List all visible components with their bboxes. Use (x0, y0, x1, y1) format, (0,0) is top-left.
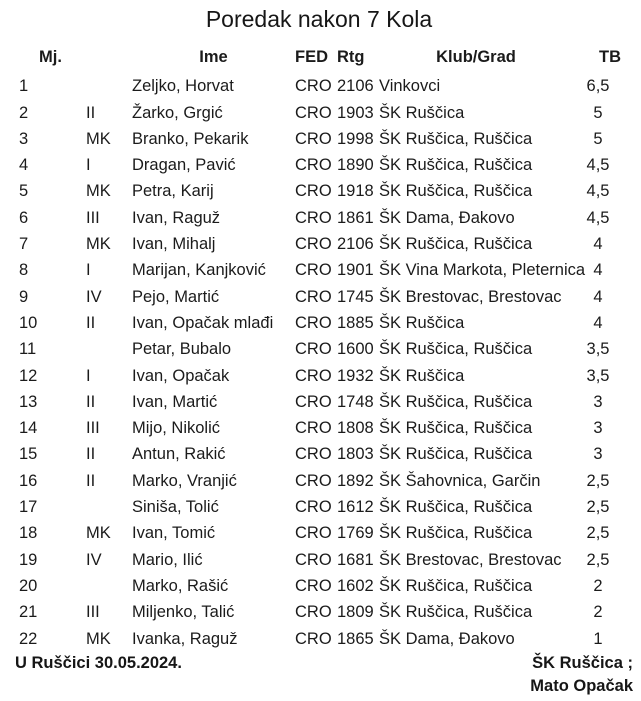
name-cell: Antun, Rakić (132, 445, 226, 464)
table-row (15, 152, 623, 178)
table-row (15, 626, 623, 652)
fed-cell: CRO (295, 498, 332, 517)
fed-cell: CRO (295, 261, 332, 280)
place-cell: 3 (19, 129, 29, 148)
club-cell: ŠK Ruščica, Ruščica (379, 235, 533, 254)
category-cell: II (86, 103, 96, 122)
club-cell: ŠK Ruščica, Ruščica (379, 603, 533, 622)
header-rating: Rtg (337, 48, 365, 66)
place-cell: 6 (19, 208, 29, 227)
category-cell: III (86, 208, 100, 227)
rating-cell: 1865 (337, 629, 374, 648)
tb-cell: 3 (593, 392, 603, 411)
name-cell: Siniša, Tolić (132, 498, 219, 517)
category-cell: IV (86, 550, 102, 569)
header-name: Ime (199, 48, 228, 66)
table-row (15, 494, 623, 520)
name-cell: Miljenko, Talić (132, 603, 235, 622)
category-cell: III (86, 603, 100, 622)
fed-cell: CRO (295, 235, 332, 254)
rating-cell: 1602 (337, 576, 374, 595)
club-cell: ŠK Ruščica, Ruščica (379, 129, 533, 148)
category-cell: IV (86, 287, 102, 306)
fed-cell: CRO (295, 340, 332, 359)
fed-cell: CRO (295, 287, 332, 306)
table-header-row (15, 44, 623, 73)
place-cell: 8 (19, 261, 29, 280)
name-cell: Marijan, Kanjković (132, 261, 266, 280)
category-cell: II (86, 392, 96, 411)
place-cell: 10 (19, 313, 38, 332)
club-cell: ŠK Dama, Đakovo (379, 629, 515, 648)
name-cell: Mario, Ilić (132, 550, 203, 569)
place-cell: 16 (19, 471, 38, 490)
place-cell: 20 (19, 576, 38, 595)
header-place: Mj. (39, 48, 62, 66)
club-cell: ŠK Vina Markota, Pleternica (379, 261, 586, 280)
rating-cell: 1803 (337, 445, 374, 464)
place-cell: 21 (19, 603, 38, 622)
table-row (15, 573, 623, 599)
table-row (15, 257, 623, 283)
rating-cell: 1885 (337, 313, 374, 332)
table-row (15, 363, 623, 389)
tb-cell: 1 (593, 629, 603, 648)
rating-cell: 1748 (337, 392, 374, 411)
rating-cell: 1998 (337, 129, 374, 148)
footer-place-date: U Ruščici 30.05.2024. (15, 653, 182, 672)
tb-cell: 2 (593, 603, 603, 622)
tb-cell: 4 (593, 261, 603, 280)
category-cell (86, 73, 132, 99)
category-cell: I (86, 261, 91, 280)
place-cell: 1 (19, 77, 29, 96)
fed-cell: CRO (295, 129, 332, 148)
table-row (15, 178, 623, 204)
club-cell: ŠK Šahovnica, Garčin (379, 471, 541, 490)
name-cell: Žarko, Grgić (132, 103, 223, 122)
category-cell (86, 573, 132, 599)
name-cell: Petar, Bubalo (132, 340, 232, 359)
rating-cell: 1890 (337, 156, 374, 175)
place-cell: 4 (19, 156, 29, 175)
fed-cell: CRO (295, 77, 332, 96)
rating-cell: 1745 (337, 287, 374, 306)
name-cell: Ivan, Martić (132, 392, 218, 411)
tb-cell: 4 (593, 313, 603, 332)
club-cell: ŠK Ruščica, Ruščica (379, 576, 533, 595)
place-cell: 7 (19, 235, 29, 254)
tb-cell: 2,5 (586, 498, 610, 517)
table-row (15, 599, 623, 625)
name-cell: Dragan, Pavić (132, 156, 236, 175)
fed-cell: CRO (295, 156, 332, 175)
name-cell: Branko, Pekarik (132, 129, 249, 148)
category-cell: MK (86, 524, 111, 543)
page-title: Poredak nakon 7 Kola (205, 6, 433, 32)
tb-cell: 4,5 (586, 208, 610, 227)
place-cell: 12 (19, 366, 38, 385)
club-cell: ŠK Ruščica, Ruščica (379, 445, 533, 464)
name-cell: Marko, Rašić (132, 576, 229, 595)
table-row (15, 100, 623, 126)
tb-cell: 2 (593, 576, 603, 595)
tb-cell: 2,5 (586, 471, 610, 490)
category-cell: II (86, 313, 96, 332)
category-cell: III (86, 419, 100, 438)
rating-cell: 1932 (337, 366, 374, 385)
table-row (15, 389, 623, 415)
rating-cell: 1808 (337, 419, 374, 438)
rating-cell: 1600 (337, 340, 374, 359)
table-row (15, 468, 623, 494)
name-cell: Ivan, Raguž (132, 208, 221, 227)
rating-cell: 1809 (337, 603, 374, 622)
tb-cell: 4,5 (586, 156, 610, 175)
tb-cell: 6,5 (586, 77, 610, 96)
club-cell: ŠK Ruščica (379, 103, 465, 122)
club-cell: ŠK Ruščica, Ruščica (379, 419, 533, 438)
rating-cell: 2106 (337, 77, 374, 96)
category-cell: II (86, 445, 96, 464)
rating-cell: 1769 (337, 524, 374, 543)
rating-cell: 1861 (337, 208, 374, 227)
fed-cell: CRO (295, 182, 332, 201)
footer-club: ŠK Ruščica ; (532, 653, 633, 672)
category-cell (86, 494, 132, 520)
name-cell: Marko, Vranjić (132, 471, 237, 490)
tb-cell: 4 (593, 287, 603, 306)
club-cell: ŠK Dama, Đakovo (379, 208, 515, 227)
name-cell: Ivan, Opačak mlađi (132, 313, 274, 332)
name-cell: Zeljko, Horvat (132, 77, 234, 96)
category-cell: I (86, 156, 91, 175)
club-cell: ŠK Brestovac, Brestovac (379, 550, 562, 569)
header-club: Klub/Grad (436, 48, 516, 66)
name-cell: Ivanka, Raguž (132, 629, 238, 648)
place-cell: 11 (19, 340, 37, 359)
name-cell: Mijo, Nikolić (132, 419, 221, 438)
footer (15, 652, 633, 698)
table-row (15, 284, 623, 310)
fed-cell: CRO (295, 603, 332, 622)
table-row (15, 310, 623, 336)
tb-cell: 4,5 (586, 182, 610, 201)
place-cell: 22 (19, 629, 38, 648)
name-cell: Ivan, Mihalj (132, 235, 216, 254)
fed-cell: CRO (295, 576, 332, 595)
club-cell: Vinkovci (379, 77, 441, 96)
header-category (86, 44, 132, 73)
club-cell: ŠK Brestovac, Brestovac (379, 287, 562, 306)
table-row (15, 205, 623, 231)
club-cell: ŠK Ruščica, Ruščica (379, 340, 533, 359)
fed-cell: CRO (295, 392, 332, 411)
tb-cell: 2,5 (586, 550, 610, 569)
footer-signature: Mato Opačak (530, 676, 633, 695)
table-row (15, 520, 623, 546)
category-cell: MK (86, 235, 111, 254)
table-row (15, 231, 623, 257)
place-cell: 17 (19, 498, 38, 517)
rating-cell: 1681 (337, 550, 374, 569)
tb-cell: 3,5 (586, 340, 610, 359)
club-cell: ŠK Ruščica, Ruščica (379, 392, 533, 411)
category-cell: MK (86, 182, 111, 201)
tb-cell: 3 (593, 419, 603, 438)
rating-cell: 1901 (337, 261, 374, 280)
footer-signature-block (530, 652, 633, 698)
fed-cell: CRO (295, 445, 332, 464)
name-cell: Ivan, Opačak (132, 366, 230, 385)
place-cell: 2 (19, 103, 29, 122)
club-cell: ŠK Ruščica, Ruščica (379, 524, 533, 543)
rating-cell: 2106 (337, 235, 374, 254)
name-cell: Petra, Karij (132, 182, 214, 201)
header-fed: FED (295, 48, 328, 66)
tb-cell: 2,5 (586, 524, 610, 543)
place-cell: 19 (19, 550, 38, 569)
fed-cell: CRO (295, 313, 332, 332)
table-row (15, 415, 623, 441)
place-cell: 15 (19, 445, 38, 464)
rating-cell: 1918 (337, 182, 374, 201)
header-tb: TB (599, 48, 621, 66)
category-cell: MK (86, 129, 111, 148)
tb-cell: 4 (593, 235, 603, 254)
fed-cell: CRO (295, 471, 332, 490)
name-cell: Pejo, Martić (132, 287, 220, 306)
table-row (15, 73, 623, 99)
table-row (15, 547, 623, 573)
rating-cell: 1612 (337, 498, 374, 517)
name-cell: Ivan, Tomić (132, 524, 216, 543)
table-row (15, 126, 623, 152)
club-cell: ŠK Ruščica (379, 313, 465, 332)
rating-cell: 1903 (337, 103, 374, 122)
category-cell: MK (86, 629, 111, 648)
club-cell: ŠK Ruščica, Ruščica (379, 498, 533, 517)
club-cell: ŠK Ruščica, Ruščica (379, 156, 533, 175)
fed-cell: CRO (295, 550, 332, 569)
fed-cell: CRO (295, 103, 332, 122)
place-cell: 5 (19, 182, 29, 201)
table-row (15, 441, 623, 467)
tb-cell: 3 (593, 445, 603, 464)
fed-cell: CRO (295, 629, 332, 648)
place-cell: 9 (19, 287, 29, 306)
fed-cell: CRO (295, 419, 332, 438)
category-cell: I (86, 366, 91, 385)
fed-cell: CRO (295, 524, 332, 543)
standings-table (15, 44, 623, 652)
tb-cell: 5 (593, 129, 603, 148)
place-cell: 14 (19, 419, 38, 438)
category-cell: II (86, 471, 96, 490)
tb-cell: 3,5 (586, 366, 610, 385)
table-row (15, 336, 623, 362)
club-cell: ŠK Ruščica (379, 366, 465, 385)
place-cell: 13 (19, 392, 38, 411)
fed-cell: CRO (295, 208, 332, 227)
tb-cell: 5 (593, 103, 603, 122)
place-cell: 18 (19, 524, 38, 543)
fed-cell: CRO (295, 366, 332, 385)
category-cell (86, 336, 132, 362)
rating-cell: 1892 (337, 471, 374, 490)
club-cell: ŠK Ruščica, Ruščica (379, 182, 533, 201)
